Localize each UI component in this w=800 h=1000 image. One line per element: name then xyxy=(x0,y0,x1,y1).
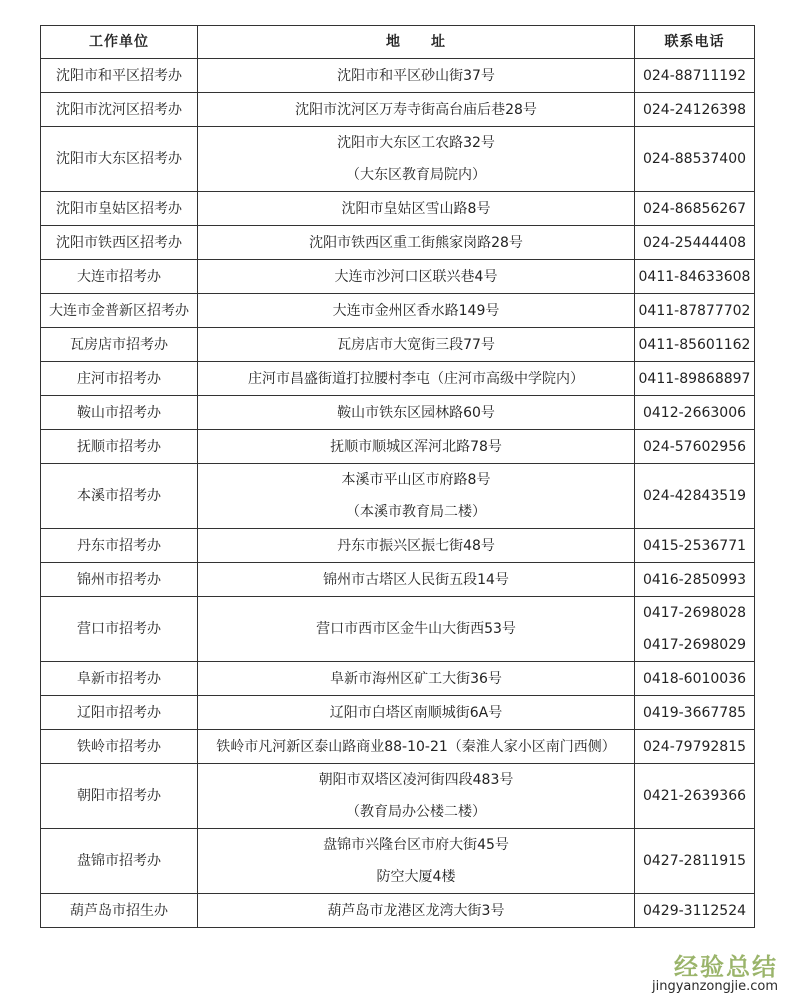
phone-line: 024-88537400 xyxy=(642,151,747,167)
phone-line: 0429-3112524 xyxy=(642,902,747,919)
cell-phone xyxy=(635,127,755,192)
address-line: 抚顺市顺城区浑河北路78号 xyxy=(330,438,502,455)
address-line: 防空大厦4楼 xyxy=(376,869,456,885)
phone-line: 0412-2663006 xyxy=(642,404,747,421)
phone-line: 0417-2698028 xyxy=(642,605,747,621)
cell-phone xyxy=(635,192,755,226)
cell-unit: 大连市招考办 xyxy=(41,260,198,294)
address-line: 大连市金州区香水路149号 xyxy=(332,302,500,319)
cell-address xyxy=(198,260,635,294)
cell-unit: 瓦房店市招考办 xyxy=(41,328,198,362)
address-line: 沈阳市大东区工农路32号 xyxy=(337,135,495,151)
address-line: 沈阳市沈河区万寿寺街高台庙后巷28号 xyxy=(295,101,537,118)
table-row xyxy=(41,764,755,829)
cell-address xyxy=(198,730,635,764)
cell-unit: 辽阳市招考办 xyxy=(41,696,198,730)
watermark-url: jingyanzongjie.com xyxy=(651,979,778,994)
address-line: 庄河市昌盛街道打拉腰村李屯（庄河市高级中学院内） xyxy=(248,370,584,387)
watermark xyxy=(652,954,778,994)
cell-unit: 鞍山市招考办 xyxy=(41,396,198,430)
cell-phone xyxy=(635,894,755,928)
table-header-row xyxy=(41,26,755,59)
cell-address xyxy=(198,464,635,529)
cell-unit: 沈阳市沈河区招考办 xyxy=(41,93,198,127)
cell-address xyxy=(198,127,635,192)
address-line: （教育局办公楼二楼） xyxy=(346,804,486,820)
phone-line: 024-88711192 xyxy=(642,67,747,84)
cell-phone xyxy=(635,529,755,563)
cell-unit: 沈阳市皇姑区招考办 xyxy=(41,192,198,226)
cell-unit: 营口市招考办 xyxy=(41,597,198,662)
table-row xyxy=(41,328,755,362)
phone-line: 024-57602956 xyxy=(642,438,747,455)
cell-phone xyxy=(635,226,755,260)
phone-line: 0417-2698029 xyxy=(642,637,747,653)
table-row xyxy=(41,829,755,894)
table-body xyxy=(41,59,755,928)
cell-phone xyxy=(635,764,755,829)
header-address: 地 址 xyxy=(198,26,635,59)
cell-unit: 盘锦市招考办 xyxy=(41,829,198,894)
address-line: 大连市沙河口区联兴巷4号 xyxy=(334,268,498,285)
address-line: 营口市西市区金牛山大街西53号 xyxy=(316,621,516,637)
cell-phone xyxy=(635,829,755,894)
cell-unit: 本溪市招考办 xyxy=(41,464,198,529)
cell-unit: 大连市金普新区招考办 xyxy=(41,294,198,328)
cell-address xyxy=(198,396,635,430)
address-line: 锦州市古塔区人民街五段14号 xyxy=(323,571,509,588)
address-line: 铁岭市凡河新区泰山路商业88-10-21（秦淮人家小区南门西侧） xyxy=(216,738,616,755)
cell-phone xyxy=(635,396,755,430)
address-line: 本溪市平山区市府路8号 xyxy=(341,472,491,488)
table-row xyxy=(41,362,755,396)
cell-phone xyxy=(635,597,755,662)
cell-phone xyxy=(635,59,755,93)
table-row xyxy=(41,430,755,464)
watermark-title: 经验总结 xyxy=(674,953,778,981)
address-line: 沈阳市皇姑区雪山路8号 xyxy=(341,200,491,217)
cell-unit: 沈阳市和平区招考办 xyxy=(41,59,198,93)
cell-unit: 沈阳市大东区招考办 xyxy=(41,127,198,192)
phone-line: 024-24126398 xyxy=(642,101,747,118)
table-row xyxy=(41,226,755,260)
phone-line: 0411-89868897 xyxy=(638,370,751,387)
cell-address xyxy=(198,192,635,226)
cell-unit: 铁岭市招考办 xyxy=(41,730,198,764)
cell-phone xyxy=(635,563,755,597)
table-row xyxy=(41,529,755,563)
cell-address xyxy=(198,430,635,464)
address-line: （本溪市教育局二楼） xyxy=(346,504,486,520)
cell-phone xyxy=(635,93,755,127)
cell-address xyxy=(198,529,635,563)
cell-address xyxy=(198,362,635,396)
cell-unit: 锦州市招考办 xyxy=(41,563,198,597)
table-row xyxy=(41,294,755,328)
cell-phone xyxy=(635,328,755,362)
table-row xyxy=(41,192,755,226)
table-row xyxy=(41,662,755,696)
cell-address xyxy=(198,597,635,662)
cell-phone xyxy=(635,260,755,294)
header-phone: 联系电话 xyxy=(635,26,755,59)
cell-unit: 朝阳市招考办 xyxy=(41,764,198,829)
table-row xyxy=(41,127,755,192)
table-row xyxy=(41,730,755,764)
cell-unit: 葫芦岛市招生办 xyxy=(41,894,198,928)
address-line: 阜新市海州区矿工大街36号 xyxy=(330,670,502,687)
cell-phone xyxy=(635,730,755,764)
phone-line: 0427-2811915 xyxy=(642,853,747,869)
table-row xyxy=(41,260,755,294)
address-line: 沈阳市和平区砂山街37号 xyxy=(337,67,495,84)
cell-address xyxy=(198,328,635,362)
table-row xyxy=(41,563,755,597)
cell-address xyxy=(198,294,635,328)
header-unit: 工作单位 xyxy=(41,26,198,59)
cell-phone xyxy=(635,696,755,730)
table-row xyxy=(41,396,755,430)
cell-address xyxy=(198,662,635,696)
cell-phone xyxy=(635,464,755,529)
cell-unit: 阜新市招考办 xyxy=(41,662,198,696)
table-row xyxy=(41,93,755,127)
contact-table xyxy=(40,25,755,928)
address-line: 鞍山市铁东区园林路60号 xyxy=(337,404,495,421)
phone-line: 0416-2850993 xyxy=(642,571,747,588)
cell-address xyxy=(198,59,635,93)
phone-line: 024-79792815 xyxy=(642,738,747,755)
cell-address xyxy=(198,764,635,829)
cell-address xyxy=(198,93,635,127)
phone-line: 0418-6010036 xyxy=(642,670,747,687)
cell-unit: 丹东市招考办 xyxy=(41,529,198,563)
phone-line: 0419-3667785 xyxy=(642,704,747,721)
cell-address xyxy=(198,829,635,894)
cell-phone xyxy=(635,430,755,464)
phone-line: 024-86856267 xyxy=(642,200,747,217)
address-line: （大东区教育局院内） xyxy=(346,167,486,183)
cell-address xyxy=(198,226,635,260)
cell-address xyxy=(198,563,635,597)
cell-unit: 沈阳市铁西区招考办 xyxy=(41,226,198,260)
cell-unit: 抚顺市招考办 xyxy=(41,430,198,464)
address-line: 丹东市振兴区振七街48号 xyxy=(337,537,495,554)
phone-line: 024-42843519 xyxy=(642,488,747,504)
table-row xyxy=(41,464,755,529)
table-row xyxy=(41,894,755,928)
cell-address xyxy=(198,696,635,730)
address-line: 瓦房店市大宽街三段77号 xyxy=(337,336,495,353)
phone-line: 0415-2536771 xyxy=(642,537,747,554)
cell-unit: 庄河市招考办 xyxy=(41,362,198,396)
phone-line: 0421-2639366 xyxy=(642,788,747,804)
address-line: 沈阳市铁西区重工街熊家岗路28号 xyxy=(309,234,523,251)
table-row xyxy=(41,597,755,662)
address-line: 盘锦市兴隆台区市府大街45号 xyxy=(323,837,509,853)
address-line: 辽阳市白塔区南顺城街6A号 xyxy=(329,704,503,721)
table-row xyxy=(41,59,755,93)
phone-line: 024-25444408 xyxy=(642,234,747,251)
cell-phone xyxy=(635,294,755,328)
address-line: 葫芦岛市龙港区龙湾大街3号 xyxy=(327,902,505,919)
cell-phone xyxy=(635,662,755,696)
phone-line: 0411-85601162 xyxy=(638,336,751,353)
cell-address xyxy=(198,894,635,928)
phone-line: 0411-87877702 xyxy=(638,302,751,319)
cell-phone xyxy=(635,362,755,396)
table-row xyxy=(41,696,755,730)
address-line: 朝阳市双塔区凌河街四段483号 xyxy=(318,772,514,788)
phone-line: 0411-84633608 xyxy=(638,268,751,285)
